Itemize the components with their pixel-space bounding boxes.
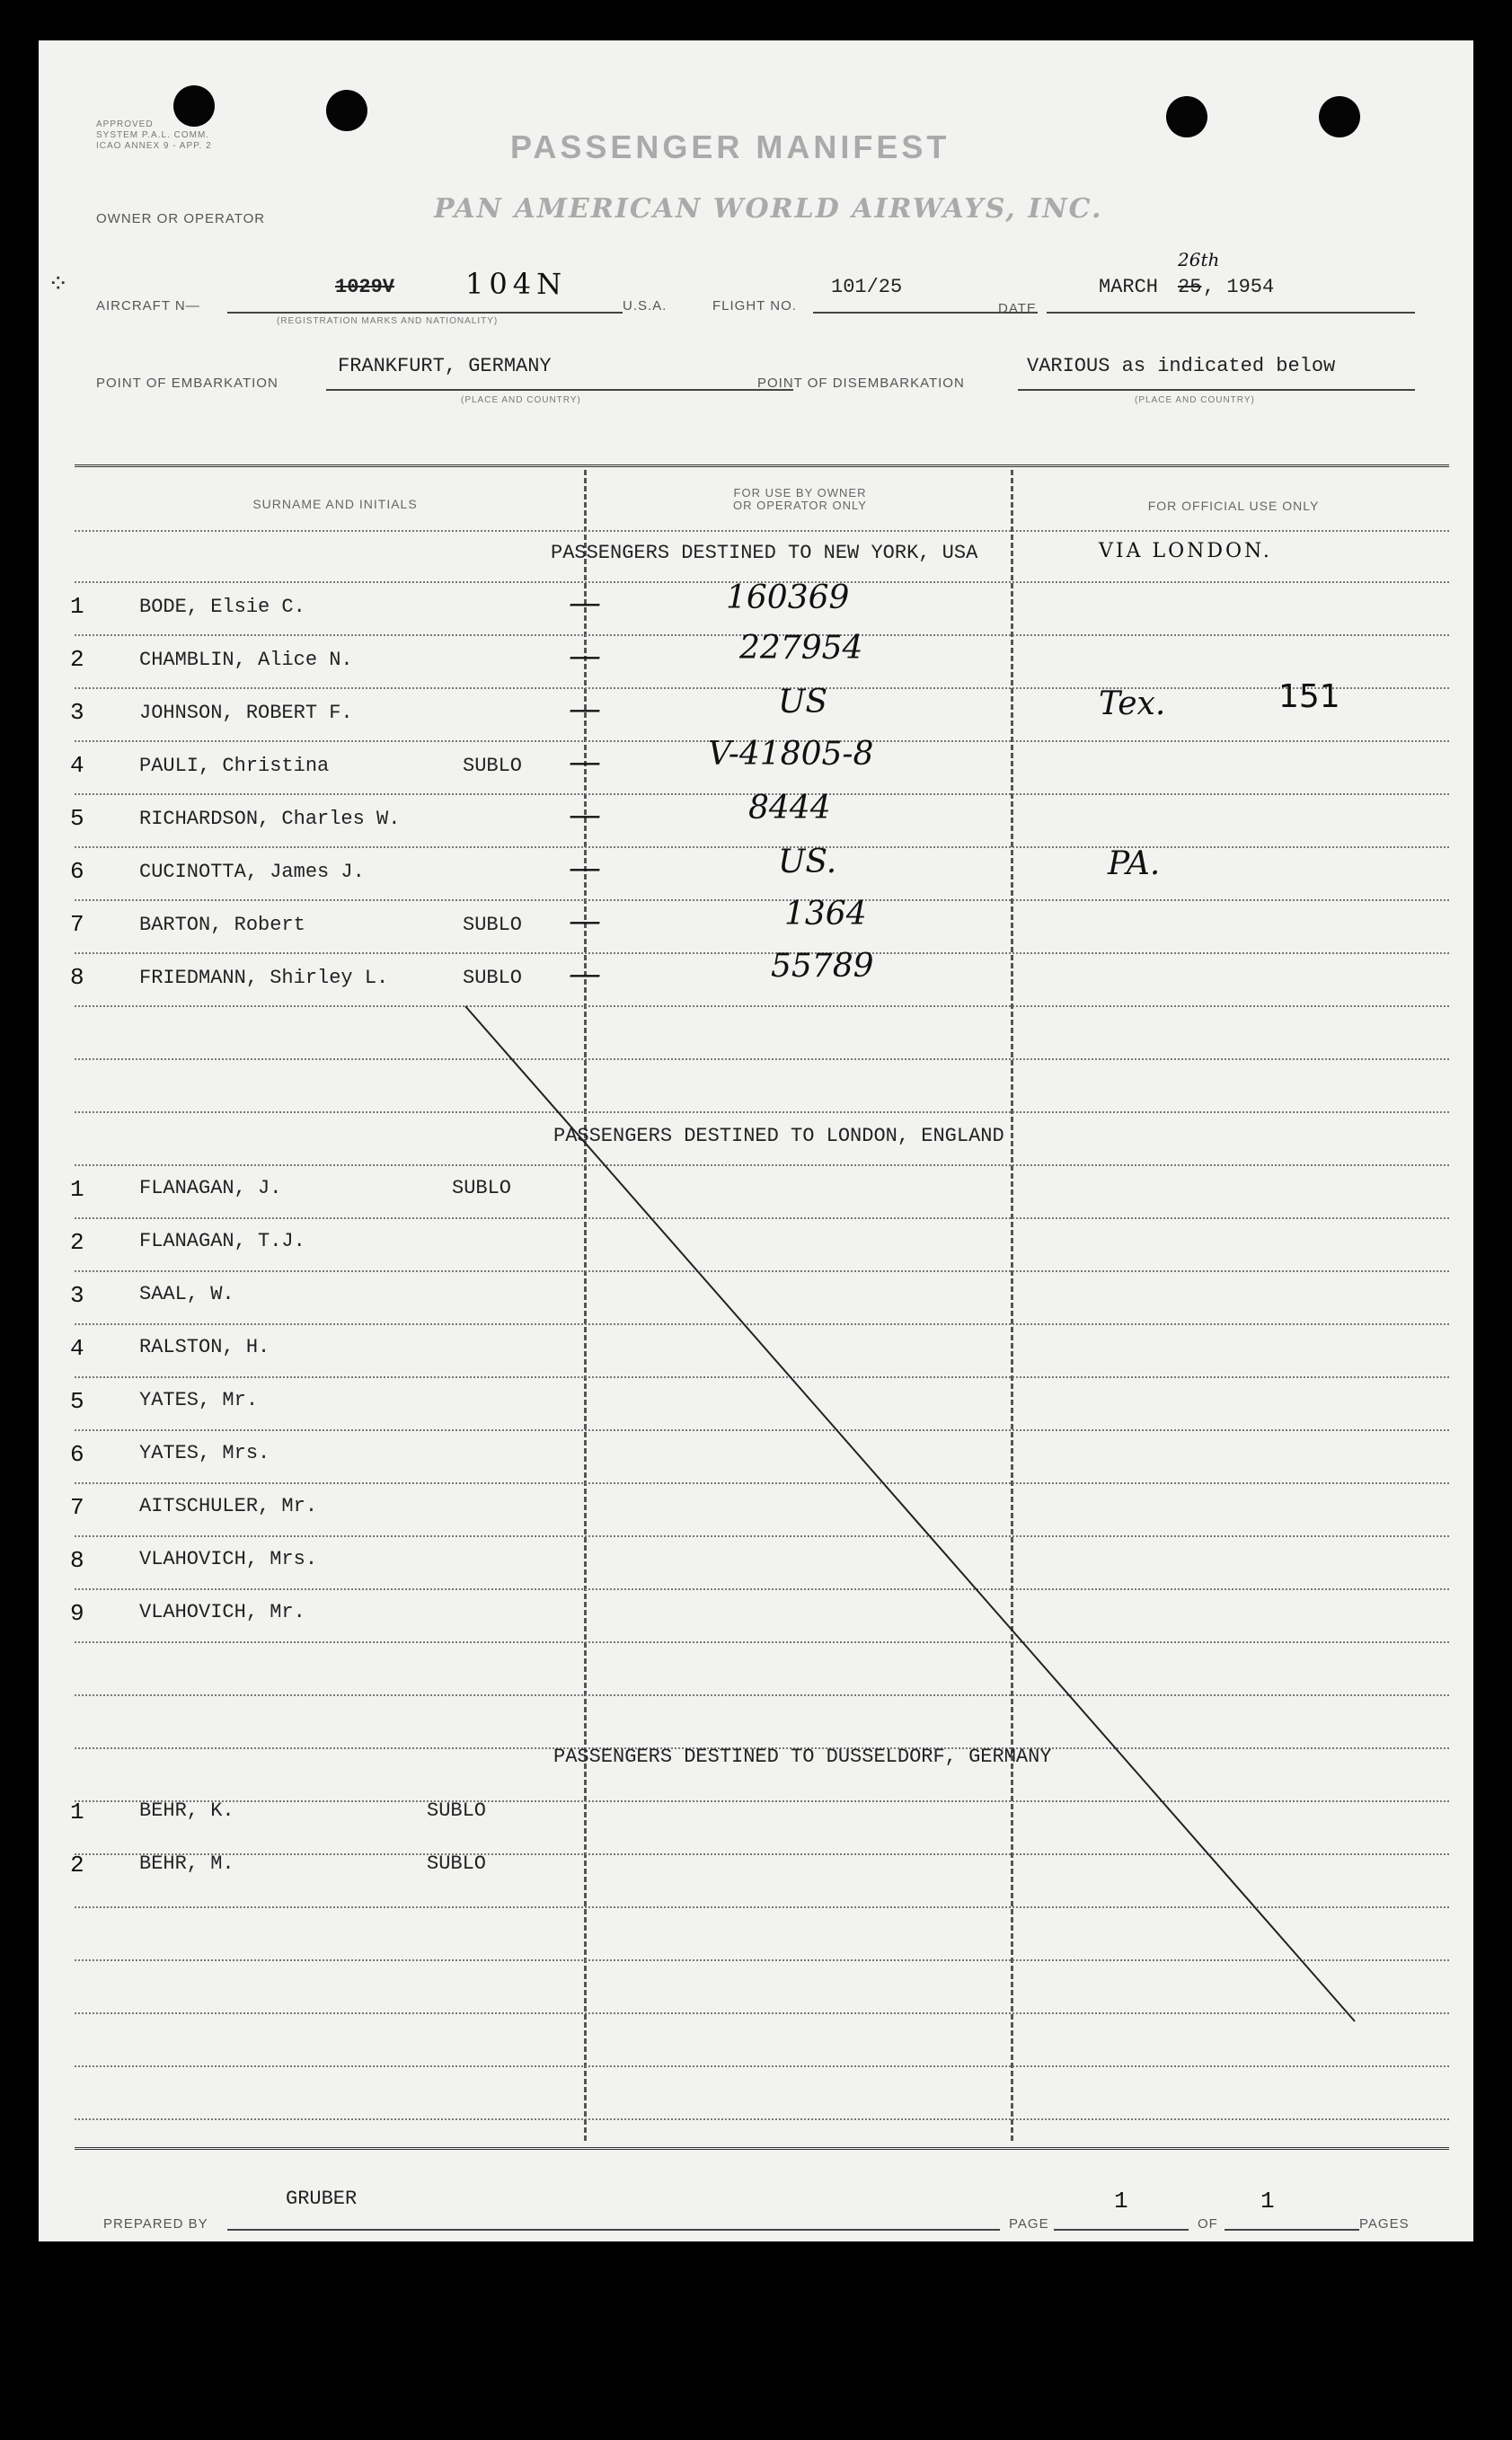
row-number: 2 xyxy=(70,1229,84,1256)
date-label: DATE xyxy=(998,301,1037,316)
check-mark: — xyxy=(569,956,601,993)
official-state: PA. xyxy=(1108,845,1161,882)
document-number: US xyxy=(778,684,828,721)
manifest-sheet xyxy=(39,40,1473,2241)
row-number: 3 xyxy=(70,1282,84,1309)
passenger-name: PAULI, Christina xyxy=(139,755,330,777)
of-label: OF xyxy=(1198,2216,1218,2232)
column-header-owner-line2: OR OPERATOR ONLY xyxy=(733,499,867,512)
passenger-status: SUBLO xyxy=(463,914,523,936)
document-number: 160369 xyxy=(726,579,850,616)
passenger-name: FRIEDMANN, Shirley L. xyxy=(139,967,389,989)
passenger-name: BARTON, Robert xyxy=(139,914,305,936)
row-number: 8 xyxy=(70,964,84,991)
passenger-name: CUCINOTTA, James J. xyxy=(139,861,365,883)
column-header-surname: SURNAME AND INITIALS xyxy=(252,497,418,511)
date-month: MARCH xyxy=(1099,276,1159,298)
margin-mark: ⁘ xyxy=(48,272,69,300)
row-number: 5 xyxy=(70,805,84,832)
check-mark: — xyxy=(569,903,601,940)
row-number: 7 xyxy=(70,1494,84,1521)
aircraft-struck: 1029V xyxy=(335,276,395,298)
row-number: 6 xyxy=(70,1441,84,1468)
passenger-name: VLAHOVICH, Mr. xyxy=(139,1601,305,1623)
approved-line: SYSTEM P.A.L. COMM. xyxy=(96,130,210,140)
row-number: 2 xyxy=(70,1852,84,1879)
passenger-name: BEHR, M. xyxy=(139,1852,234,1875)
date-struck: 25 xyxy=(1178,276,1202,298)
prepared-by-label: PREPARED BY xyxy=(103,2216,208,2232)
section-heading-london: PASSENGERS DESTINED TO LONDON, ENGLAND xyxy=(553,1125,1004,1147)
aircraft-label: AIRCRAFT N— xyxy=(96,298,200,314)
passenger-name: JOHNSON, ROBERT F. xyxy=(139,702,353,724)
check-mark: — xyxy=(569,850,601,887)
row-number: 2 xyxy=(70,646,84,673)
official-code: 151 xyxy=(1278,678,1340,715)
column-header-official: FOR OFFICIAL USE ONLY xyxy=(1147,499,1320,513)
disembark-value: VARIOUS as indicated below xyxy=(1027,355,1336,377)
embark-label: POINT OF EMBARKATION xyxy=(96,376,279,391)
pages-label: PAGES xyxy=(1359,2216,1410,2232)
check-mark: — xyxy=(569,691,601,728)
disembark-caption: (PLACE AND COUNTRY) xyxy=(1135,395,1255,405)
row-number: 4 xyxy=(70,752,84,779)
check-mark: — xyxy=(569,797,601,834)
passenger-status: SUBLO xyxy=(452,1177,512,1199)
row-number: 8 xyxy=(70,1547,84,1574)
passenger-status: SUBLO xyxy=(463,967,523,989)
passenger-status: SUBLO xyxy=(427,1852,487,1875)
passenger-name: RALSTON, H. xyxy=(139,1336,270,1358)
row-number: 5 xyxy=(70,1388,84,1415)
document-number: V-41805-8 xyxy=(708,736,874,773)
row-number: 6 xyxy=(70,858,84,885)
page-value: 1 xyxy=(1114,2188,1128,2215)
document-number: 227954 xyxy=(739,630,863,667)
document-number: 8444 xyxy=(748,790,831,827)
date-year: , 1954 xyxy=(1203,276,1275,298)
passenger-status: SUBLO xyxy=(463,755,523,777)
document-number: US. xyxy=(778,844,837,880)
passenger-name: AITSCHULER, Mr. xyxy=(139,1495,318,1517)
row-number: 1 xyxy=(70,1799,84,1826)
approved-line: ICAO ANNEX 9 - APP. 2 xyxy=(96,141,212,151)
row-number: 4 xyxy=(70,1335,84,1362)
passenger-name: BEHR, K. xyxy=(139,1799,234,1822)
passenger-name: FLANAGAN, T.J. xyxy=(139,1230,305,1252)
disembark-label: POINT OF DISEMBARKATION xyxy=(757,376,965,391)
check-mark: — xyxy=(569,585,601,622)
flight-label: FLIGHT NO. xyxy=(712,298,797,314)
date-correction: 26th xyxy=(1178,249,1220,270)
passenger-name: YATES, Mrs. xyxy=(139,1442,270,1464)
section-heading-new-york: PASSENGERS DESTINED TO NEW YORK, USA xyxy=(551,542,978,564)
row-number: 3 xyxy=(70,699,84,726)
document-number: 1364 xyxy=(784,896,867,933)
owner-value: PAN AMERICAN WORLD AIRWAYS, INC. xyxy=(434,193,1103,225)
passenger-name: RICHARDSON, Charles W. xyxy=(139,808,401,830)
passenger-status: SUBLO xyxy=(427,1799,487,1822)
row-number: 9 xyxy=(70,1600,84,1627)
passenger-name: BODE, Elsie C. xyxy=(139,596,305,618)
registration-caption: (REGISTRATION MARKS AND NATIONALITY) xyxy=(277,316,499,326)
approved-line: APPROVED xyxy=(96,119,154,129)
diagonal-strike-line xyxy=(39,40,1473,2241)
row-number: 7 xyxy=(70,911,84,938)
usa-label: U.S.A. xyxy=(623,298,668,314)
embark-value: FRANKFURT, GERMANY xyxy=(338,355,552,377)
passenger-name: CHAMBLIN, Alice N. xyxy=(139,649,353,671)
passenger-name: VLAHOVICH, Mrs. xyxy=(139,1548,318,1570)
check-mark: — xyxy=(569,638,601,675)
page-label: PAGE xyxy=(1009,2216,1049,2232)
embark-caption: (PLACE AND COUNTRY) xyxy=(461,395,581,405)
section-heading-dusseldorf: PASSENGERS DESTINED TO DUSSELDORF, GERMANY xyxy=(553,1746,1052,1768)
passenger-name: FLANAGAN, J. xyxy=(139,1177,282,1199)
row-number: 1 xyxy=(70,593,84,620)
row-number: 1 xyxy=(70,1176,84,1203)
prepared-by-value: GRUBER xyxy=(286,2188,358,2210)
pages-value: 1 xyxy=(1260,2188,1275,2215)
passenger-name: SAAL, W. xyxy=(139,1283,234,1305)
check-mark: — xyxy=(569,744,601,781)
flight-value: 101/25 xyxy=(831,276,903,298)
document-number: 55789 xyxy=(771,948,874,985)
owner-label: OWNER OR OPERATOR xyxy=(96,211,266,226)
document-title: PASSENGER MANIFEST xyxy=(510,128,951,165)
passenger-name: YATES, Mr. xyxy=(139,1389,259,1411)
official-state: Tex. xyxy=(1099,685,1166,722)
aircraft-value: 104N xyxy=(465,267,568,301)
column-header-owner-line1: FOR USE BY OWNER xyxy=(733,486,867,499)
section-heading-note: VIA LONDON. xyxy=(1099,540,1272,562)
